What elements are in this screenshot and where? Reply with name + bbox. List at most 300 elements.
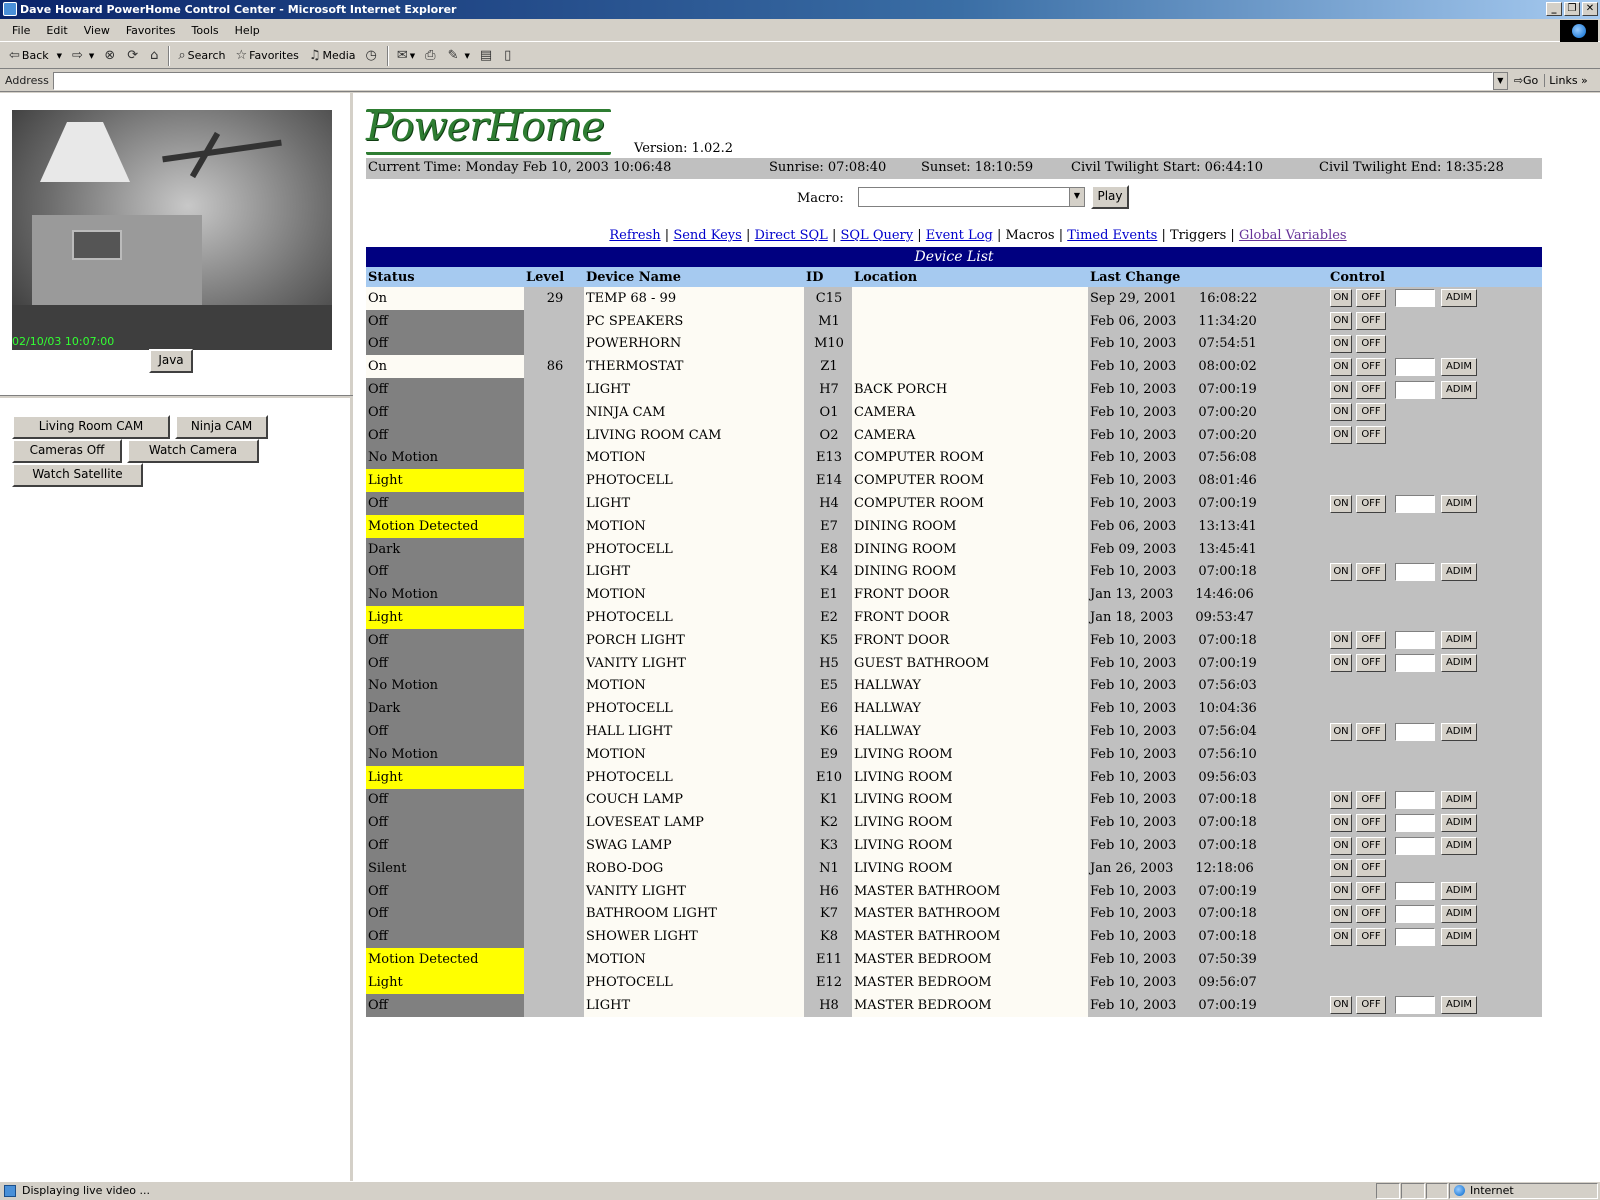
toolbar-separator	[168, 46, 170, 66]
frame-splitter[interactable]	[0, 395, 353, 398]
search-button[interactable]: ⌕ Search	[178, 48, 226, 63]
on-button[interactable]: ON	[1330, 859, 1352, 877]
address-dropdown[interactable]: ▼	[1493, 72, 1508, 90]
control-cell	[1328, 971, 1542, 994]
change-time: 13:45:41	[1198, 541, 1257, 557]
off-button[interactable]: OFF	[1356, 495, 1386, 513]
time-info-bar	[366, 158, 1542, 179]
device-id-cell: E10	[804, 766, 852, 789]
last-change-cell	[1088, 378, 1328, 401]
adim-button[interactable]: ADIM	[1441, 381, 1477, 399]
on-button[interactable]: ON	[1330, 403, 1352, 421]
timed-events-link[interactable]: Timed Events	[1067, 228, 1158, 243]
location-cell: MASTER BATHROOM	[852, 925, 1088, 948]
off-button[interactable]: OFF	[1356, 837, 1386, 855]
off-button[interactable]: OFF	[1356, 381, 1386, 399]
device-name-cell: PHOTOCELL	[584, 766, 804, 789]
table-row	[366, 652, 1542, 675]
adim-button[interactable]: ADIM	[1441, 358, 1477, 376]
location-cell: COMPUTER ROOM	[852, 469, 1088, 492]
dim-level-input[interactable]	[1395, 996, 1435, 1014]
device-name-cell: PORCH LIGHT	[584, 629, 804, 652]
change-date: Jan 26, 2003	[1090, 860, 1174, 876]
restore-button[interactable]: ❐	[1564, 2, 1580, 16]
table-row	[366, 971, 1542, 994]
device-name-cell: TEMP 68 - 99	[584, 287, 804, 310]
change-date: Feb 10, 2003	[1090, 952, 1177, 967]
adim-button[interactable]: ADIM	[1441, 882, 1477, 900]
dim-level-input[interactable]	[1395, 723, 1435, 741]
device-name-cell: HALL LIGHT	[584, 720, 804, 743]
change-date: Feb 10, 2003	[1090, 450, 1177, 466]
device-id-cell: E12	[804, 971, 852, 994]
page-icon	[4, 1185, 16, 1197]
device-name-cell: COUCH LAMP	[584, 789, 804, 812]
on-button[interactable]: ON	[1330, 882, 1352, 900]
adim-button[interactable]: ADIM	[1441, 814, 1477, 832]
on-button[interactable]: ON	[1330, 723, 1352, 741]
on-button[interactable]: ON	[1330, 563, 1352, 581]
status-cell: Off	[366, 629, 524, 652]
location-cell	[852, 333, 1088, 356]
off-button[interactable]: OFF	[1356, 928, 1386, 946]
level-cell	[524, 538, 584, 561]
macros-label: Macros	[1005, 228, 1055, 243]
last-change-cell	[1088, 606, 1328, 629]
dim-level-input[interactable]	[1395, 814, 1435, 832]
last-change-cell	[1088, 743, 1328, 766]
level-cell	[524, 652, 584, 675]
change-time: 09:53:47	[1195, 610, 1254, 626]
dim-level-input[interactable]	[1395, 654, 1435, 672]
table-row	[366, 538, 1542, 561]
last-change-cell	[1088, 287, 1328, 310]
control-cell	[1328, 789, 1542, 812]
sunset-time: Sunset: 18:10:59	[921, 160, 1034, 175]
table-row	[366, 469, 1542, 492]
menu-edit[interactable]: Edit	[46, 24, 68, 37]
adim-button[interactable]: ADIM	[1441, 495, 1477, 513]
adim-button[interactable]: ADIM	[1441, 905, 1477, 923]
control-cell	[1328, 675, 1542, 698]
table-row	[366, 287, 1542, 310]
on-button[interactable]: ON	[1330, 791, 1352, 809]
table-row	[366, 447, 1542, 470]
last-change-cell	[1088, 857, 1328, 880]
change-date: Feb 10, 2003	[1090, 997, 1177, 1013]
device-id-cell: O2	[804, 424, 852, 447]
mail-button[interactable]: ✉ ▼	[396, 48, 416, 63]
table-row	[366, 401, 1542, 424]
messenger-button[interactable]	[499, 45, 518, 67]
device-id-cell: E9	[804, 743, 852, 766]
cameras-off-button[interactable]: Cameras Off	[12, 439, 122, 463]
last-change-cell	[1088, 971, 1328, 994]
change-time: 11:34:20	[1198, 313, 1257, 329]
on-button[interactable]: ON	[1330, 289, 1352, 307]
off-button[interactable]: OFF	[1356, 814, 1386, 832]
col-status: Status	[366, 267, 524, 287]
control-cell	[1328, 857, 1542, 880]
status-cell: Off	[366, 378, 524, 401]
change-time: 16:08:22	[1198, 290, 1258, 306]
macro-select[interactable]	[858, 187, 1085, 207]
device-name-cell: MOTION	[584, 583, 804, 606]
device-id-cell: K4	[804, 561, 852, 584]
adim-button[interactable]: ADIM	[1441, 723, 1477, 741]
adim-button[interactable]: ADIM	[1441, 289, 1477, 307]
device-name-cell: PHOTOCELL	[584, 538, 804, 561]
dim-level-input[interactable]	[1395, 837, 1435, 855]
table-header-row	[366, 267, 1542, 287]
adim-button[interactable]: ADIM	[1441, 791, 1477, 809]
control-cell	[1328, 401, 1542, 424]
status-cell: Off	[366, 903, 524, 926]
location-cell: MASTER BEDROOM	[852, 994, 1088, 1017]
off-button[interactable]: OFF	[1356, 312, 1386, 330]
device-id-cell: M1	[804, 310, 852, 333]
printer-icon: ⎙	[425, 48, 436, 63]
camera-timestamp: 02/10/03 10:07:00	[12, 335, 115, 348]
history-button[interactable]	[361, 45, 384, 67]
device-name-cell: MOTION	[584, 515, 804, 538]
off-button[interactable]: OFF	[1356, 335, 1386, 353]
last-change-cell	[1088, 720, 1328, 743]
on-button[interactable]: ON	[1330, 335, 1352, 353]
watch-satellite-button[interactable]: Watch Satellite	[12, 463, 143, 487]
device-id-cell: K1	[804, 789, 852, 812]
device-name-cell: LIGHT	[584, 492, 804, 515]
on-button[interactable]: ON	[1330, 312, 1352, 330]
level-cell	[524, 880, 584, 903]
change-time: 07:00:18	[1198, 838, 1257, 854]
device-id-cell: E8	[804, 538, 852, 561]
dim-level-input[interactable]	[1395, 905, 1435, 923]
last-change-cell	[1088, 583, 1328, 606]
java-button[interactable]: Java	[149, 349, 193, 373]
level-cell	[524, 424, 584, 447]
level-cell	[524, 310, 584, 333]
stop-button[interactable]	[99, 45, 122, 67]
adim-button[interactable]: ADIM	[1441, 996, 1477, 1014]
status-cell: Light	[366, 469, 524, 492]
off-button[interactable]: OFF	[1356, 654, 1386, 672]
status-cell: Motion Detected	[366, 948, 524, 971]
table-row	[366, 697, 1542, 720]
device-name-cell: MOTION	[584, 948, 804, 971]
off-button[interactable]: OFF	[1356, 723, 1386, 741]
col-location: Location	[852, 267, 1088, 287]
level-cell	[524, 629, 584, 652]
level-cell	[524, 720, 584, 743]
change-date: Feb 10, 2003	[1090, 496, 1177, 512]
change-time: 07:56:03	[1198, 678, 1257, 694]
menu-help[interactable]: Help	[234, 24, 260, 37]
menu-view[interactable]: View	[83, 24, 110, 37]
off-button[interactable]: OFF	[1356, 791, 1386, 809]
status-cell: Off	[366, 492, 524, 515]
minimize-button[interactable]: _	[1546, 2, 1562, 16]
adim-button[interactable]: ADIM	[1441, 928, 1477, 946]
table-row	[366, 378, 1542, 401]
adim-button[interactable]: ADIM	[1441, 631, 1477, 649]
change-time: 07:00:18	[1198, 632, 1257, 648]
last-change-cell	[1088, 948, 1328, 971]
location-cell: LIVING ROOM	[852, 789, 1088, 812]
menu-tools[interactable]: Tools	[191, 24, 219, 37]
status-cell: Off	[366, 720, 524, 743]
off-button[interactable]: OFF	[1356, 905, 1386, 923]
status-cell: Light	[366, 766, 524, 789]
device-name-cell: THERMOSTAT	[584, 355, 804, 378]
table-row	[366, 743, 1542, 766]
on-button[interactable]: ON	[1330, 358, 1352, 376]
device-name-cell: VANITY LIGHT	[584, 652, 804, 675]
device-rows	[366, 287, 1542, 1017]
off-button[interactable]: OFF	[1356, 563, 1386, 581]
device-name-cell: NINJA CAM	[584, 401, 804, 424]
change-time: 09:56:07	[1198, 974, 1257, 990]
dim-level-input[interactable]	[1395, 563, 1435, 581]
table-row	[366, 333, 1542, 356]
change-date: Feb 10, 2003	[1090, 746, 1177, 762]
ninja-cam-button[interactable]: Ninja CAM	[175, 415, 268, 439]
control-cell	[1328, 766, 1542, 789]
level-cell: 86	[524, 355, 584, 378]
window-controls	[1546, 2, 1598, 16]
refresh-button[interactable]	[122, 45, 145, 67]
level-cell	[524, 469, 584, 492]
go-arrow-icon: ⇨	[1513, 74, 1524, 87]
dim-level-input[interactable]	[1395, 631, 1435, 649]
adim-button[interactable]: ADIM	[1441, 563, 1477, 581]
adim-button[interactable]: ADIM	[1441, 837, 1477, 855]
macro-label: Macro:	[797, 191, 844, 206]
forward-button[interactable]: ⇨ ▼	[72, 48, 95, 63]
watch-camera-button[interactable]: Watch Camera	[127, 439, 259, 463]
control-cell	[1328, 333, 1542, 356]
off-button[interactable]: OFF	[1356, 403, 1386, 421]
col-control: Control	[1328, 267, 1542, 287]
dim-level-input[interactable]	[1395, 495, 1435, 513]
change-time: 07:56:10	[1198, 746, 1257, 762]
location-cell: LIVING ROOM	[852, 743, 1088, 766]
device-id-cell: K5	[804, 629, 852, 652]
print-button[interactable]	[420, 45, 442, 67]
last-change-cell	[1088, 424, 1328, 447]
status-cell: Off	[366, 789, 524, 812]
change-date: Feb 10, 2003	[1090, 473, 1177, 489]
last-change-cell	[1088, 675, 1328, 698]
on-button[interactable]: ON	[1330, 631, 1352, 649]
last-change-cell	[1088, 333, 1328, 356]
location-cell: LIVING ROOM	[852, 811, 1088, 834]
change-date: Feb 10, 2003	[1090, 382, 1177, 398]
global-variables-link[interactable]: Global Variables	[1238, 228, 1347, 243]
address-bar	[0, 70, 1600, 92]
device-id-cell: N1	[804, 857, 852, 880]
living-room-cam-button[interactable]: Living Room CAM	[12, 415, 170, 439]
location-cell: DINING ROOM	[852, 561, 1088, 584]
change-date: Feb 10, 2003	[1090, 632, 1177, 648]
device-id-cell: E2	[804, 606, 852, 629]
on-button[interactable]: ON	[1330, 381, 1352, 399]
level-cell	[524, 675, 584, 698]
last-change-cell	[1088, 515, 1328, 538]
change-date: Feb 10, 2003	[1090, 655, 1177, 671]
dim-level-input[interactable]	[1395, 358, 1435, 376]
device-id-cell: K3	[804, 834, 852, 857]
change-date: Feb 10, 2003	[1090, 427, 1177, 443]
off-button[interactable]: OFF	[1356, 289, 1386, 307]
control-cell	[1328, 424, 1542, 447]
home-button[interactable]	[145, 45, 165, 67]
media-button[interactable]: ♫ Media	[308, 48, 356, 63]
col-last-change: Last Change	[1088, 267, 1328, 287]
last-change-cell	[1088, 492, 1328, 515]
table-row	[366, 310, 1542, 333]
on-button[interactable]: ON	[1330, 426, 1352, 444]
media-icon: ♫	[308, 48, 321, 63]
off-button[interactable]: OFF	[1356, 882, 1386, 900]
dim-level-input[interactable]	[1395, 791, 1435, 809]
home-icon: ⌂	[150, 48, 159, 63]
star-icon: ☆	[235, 48, 248, 63]
status-cell: Off	[366, 925, 524, 948]
on-button[interactable]: ON	[1330, 837, 1352, 855]
status-cell: Off	[366, 834, 524, 857]
last-change-cell	[1088, 925, 1328, 948]
level-cell	[524, 401, 584, 424]
device-name-cell: MOTION	[584, 675, 804, 698]
dim-level-input[interactable]	[1395, 381, 1435, 399]
direct-sql-link[interactable]: Direct SQL	[754, 228, 828, 243]
close-button[interactable]: ✕	[1582, 2, 1598, 16]
play-button[interactable]: Play	[1091, 185, 1129, 209]
sunrise-time: Sunrise: 07:08:40	[769, 160, 887, 175]
control-cell	[1328, 811, 1542, 834]
sql-query-link[interactable]: SQL Query	[840, 228, 914, 243]
status-cell: Off	[366, 401, 524, 424]
toolbar-separator	[387, 46, 389, 66]
status-cell: Off	[366, 561, 524, 584]
table-row	[366, 948, 1542, 971]
live-camera-image	[12, 110, 332, 350]
discuss-button[interactable]	[475, 45, 499, 67]
status-cell	[1426, 1183, 1448, 1199]
nav-links: Refresh | Send Keys | Direct SQL | SQL Query | Event Log | Macros | Timed Events | Triggers | Global Variables	[609, 228, 1347, 243]
device-id-cell: M10	[804, 333, 852, 356]
table-row	[366, 492, 1542, 515]
change-time: 07:00:18	[1198, 792, 1257, 808]
location-cell: COMPUTER ROOM	[852, 447, 1088, 470]
send-keys-link[interactable]: Send Keys	[673, 228, 742, 243]
table-row	[366, 606, 1542, 629]
address-input[interactable]	[53, 72, 1493, 90]
status-cell: Off	[366, 333, 524, 356]
go-button[interactable]: ⇨Go	[1513, 74, 1539, 87]
location-cell: MASTER BATHROOM	[852, 903, 1088, 926]
table-row	[366, 857, 1542, 880]
change-time: 08:00:02	[1198, 359, 1257, 375]
location-cell: GUEST BATHROOM	[852, 652, 1088, 675]
change-date: Feb 10, 2003	[1090, 929, 1177, 945]
links-button[interactable]: Links »	[1544, 74, 1592, 87]
on-button[interactable]: ON	[1330, 996, 1352, 1014]
off-button[interactable]: OFF	[1356, 859, 1386, 877]
device-id-cell: H7	[804, 378, 852, 401]
menu-file[interactable]: File	[12, 24, 31, 37]
change-date: Jan 13, 2003	[1090, 587, 1174, 603]
level-cell	[524, 994, 584, 1017]
level-cell	[524, 378, 584, 401]
edit-button[interactable]: ✎ ▼	[447, 48, 470, 63]
on-button[interactable]: ON	[1330, 814, 1352, 832]
table-row	[366, 720, 1542, 743]
table-row	[366, 675, 1542, 698]
dim-level-input[interactable]	[1395, 928, 1435, 946]
event-log-link[interactable]: Event Log	[925, 228, 993, 243]
device-name-cell: ROBO-DOG	[584, 857, 804, 880]
change-time: 07:00:18	[1198, 906, 1257, 922]
dim-level-input[interactable]	[1395, 882, 1435, 900]
control-cell	[1328, 469, 1542, 492]
level-cell	[524, 971, 584, 994]
on-button[interactable]: ON	[1330, 495, 1352, 513]
off-button[interactable]: OFF	[1356, 358, 1386, 376]
level-cell	[524, 903, 584, 926]
on-button[interactable]: ON	[1330, 654, 1352, 672]
last-change-cell	[1088, 629, 1328, 652]
dim-level-input[interactable]	[1395, 289, 1435, 307]
device-id-cell: E6	[804, 697, 852, 720]
device-id-cell: K8	[804, 925, 852, 948]
device-id-cell: H5	[804, 652, 852, 675]
off-button[interactable]: OFF	[1356, 631, 1386, 649]
twilight-start: Civil Twilight Start: 06:44:10	[1071, 160, 1263, 175]
control-cell	[1328, 720, 1542, 743]
location-cell: HALLWAY	[852, 697, 1088, 720]
favorites-button[interactable]: ☆ Favorites	[235, 48, 299, 63]
on-button[interactable]: ON	[1330, 905, 1352, 923]
table-row	[366, 583, 1542, 606]
change-time: 07:00:18	[1198, 564, 1257, 580]
status-cell	[1376, 1183, 1400, 1199]
off-button[interactable]: OFF	[1356, 996, 1386, 1014]
device-name-cell: PHOTOCELL	[584, 697, 804, 720]
device-id-cell: E14	[804, 469, 852, 492]
status-cell: Off	[366, 424, 524, 447]
adim-button[interactable]: ADIM	[1441, 654, 1477, 672]
version-label: Version: 1.02.2	[634, 141, 733, 156]
change-time: 07:00:18	[1198, 929, 1257, 945]
level-cell	[524, 561, 584, 584]
menu-favorites[interactable]: Favorites	[125, 24, 176, 37]
location-cell: FRONT DOOR	[852, 583, 1088, 606]
control-cell	[1328, 606, 1542, 629]
change-time: 07:54:51	[1198, 336, 1257, 352]
status-cell	[1401, 1183, 1425, 1199]
back-button[interactable]: ⇦ Back ▼	[9, 48, 63, 63]
device-id-cell: H6	[804, 880, 852, 903]
off-button[interactable]: OFF	[1356, 426, 1386, 444]
device-id-cell: H8	[804, 994, 852, 1017]
device-id-cell: K6	[804, 720, 852, 743]
control-cell	[1328, 583, 1542, 606]
on-button[interactable]: ON	[1330, 928, 1352, 946]
refresh-link[interactable]: Refresh	[609, 228, 661, 243]
history-icon: ◷	[365, 48, 377, 63]
